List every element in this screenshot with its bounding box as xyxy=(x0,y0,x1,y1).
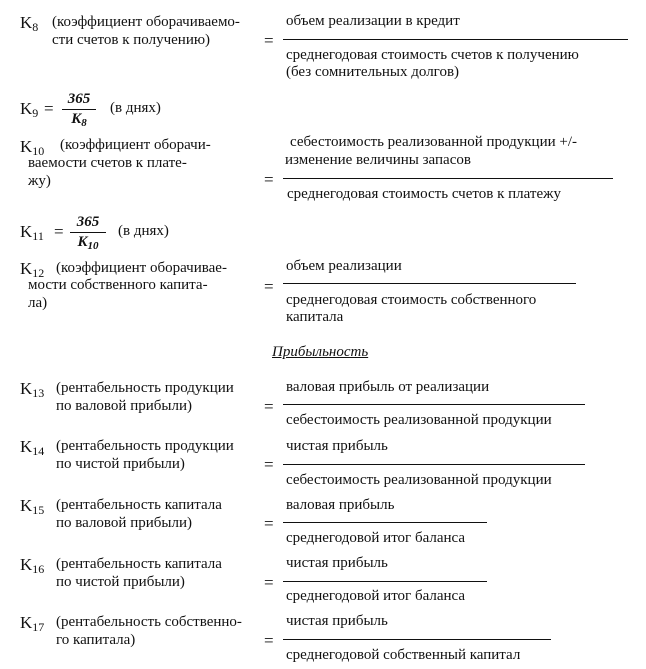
k11-denominator: $K_{10}$ xyxy=(77,234,99,252)
k9-symbol: $K_9$ xyxy=(20,99,39,120)
k12-numerator: объем реализации xyxy=(286,258,402,274)
k14-denominator: себестоимость реализованной продукции xyxy=(286,472,552,488)
k11-fraction xyxy=(70,214,106,255)
k11-numerator: 365 xyxy=(76,214,100,230)
k17-denominator: среднегодовой собственный капитал xyxy=(286,647,521,663)
k12-desc-line-3: ла) xyxy=(28,295,48,311)
k14-symbol: $K_{14}$ xyxy=(20,437,45,458)
k14-fraction-bar xyxy=(283,464,585,465)
k8-numerator: объем реализации в кредит xyxy=(286,13,460,29)
k11-note: (в днях) xyxy=(118,223,169,239)
k16-denominator: среднегодовой итог баланса xyxy=(286,588,466,604)
k10-numerator-line-2: изменение величины запасов xyxy=(285,152,471,168)
k11-fraction-bar xyxy=(70,232,106,233)
k10-desc-line-3: жу) xyxy=(28,173,51,189)
k9-denominator: $K_8$ xyxy=(71,111,87,129)
k17-desc-line-1: (рентабельность собственно- xyxy=(56,614,242,630)
k16-desc-line-2: по чистой прибыли) xyxy=(56,574,185,590)
k17-desc-line-2: го капитала) xyxy=(56,632,136,648)
k8-denominator-line-2: (без сомнительных долгов) xyxy=(286,64,460,80)
k17-numerator: чистая прибыль xyxy=(286,613,388,629)
k15-desc-line-1: (рентабельность капитала xyxy=(56,497,222,513)
k8-desc-line-2: сти счетов к получению) xyxy=(52,32,211,48)
k9-fraction-bar xyxy=(62,109,96,110)
section-title-profitability: Прибыльность xyxy=(272,344,369,360)
k16-numerator: чистая прибыль xyxy=(286,555,388,571)
k13-numerator: валовая прибыль от реализации xyxy=(286,379,490,395)
k11-equals: = xyxy=(54,222,64,241)
k10-symbol: $K_{10}$ xyxy=(20,137,45,158)
k14-equals: = xyxy=(264,455,274,474)
k12-fraction-bar xyxy=(283,283,576,284)
k10-denominator: среднегодовая стоимость счетов к платежу xyxy=(287,186,561,202)
k9-fraction xyxy=(62,91,96,132)
k17-fraction-bar xyxy=(283,639,551,640)
k15-denominator: среднегодовой итог баланса xyxy=(286,530,466,546)
k15-fraction-bar xyxy=(283,522,487,523)
k14-desc-line-1: (рентабельность продукции xyxy=(56,438,234,454)
k16-symbol: $K_{16}$ xyxy=(20,555,45,576)
k17-symbol: $K_{17}$ xyxy=(20,613,45,634)
k13-equals: = xyxy=(264,397,274,416)
k17-equals: = xyxy=(264,631,274,650)
k12-denominator-line-2: капитала xyxy=(286,309,344,325)
k9-numerator: 365 xyxy=(67,91,91,107)
k10-desc-line-2: ваемости счетов к плате- xyxy=(28,155,187,171)
k15-symbol: $K_{15}$ xyxy=(20,496,45,517)
k12-symbol: $K_{12}$ xyxy=(20,259,45,280)
k13-denominator: себестоимость реализованной продукции xyxy=(286,412,552,428)
k14-numerator: чистая прибыль xyxy=(286,438,388,454)
k13-symbol: $K_{13}$ xyxy=(20,379,45,400)
k12-denominator-line-1: среднегодовая стоимость собственного xyxy=(286,292,537,308)
k13-desc-line-2: по валовой прибыли) xyxy=(56,398,192,414)
k10-desc-line-1: (коэффициент оборачи- xyxy=(60,137,211,153)
k8-equals: = xyxy=(264,31,274,50)
k10-fraction-bar xyxy=(283,178,613,179)
k16-fraction-bar xyxy=(283,581,487,582)
k14-desc-line-2: по чистой прибыли) xyxy=(56,456,185,472)
k8-symbol: $K_8$ xyxy=(20,13,39,34)
k13-desc-line-1: (рентабельность продукции xyxy=(56,380,234,396)
k8-fraction-bar xyxy=(283,39,628,40)
k16-desc-line-1: (рентабельность капитала xyxy=(56,556,222,572)
k8-desc-line-1: (коэффициент оборачиваемо- xyxy=(52,14,240,30)
k15-desc-line-2: по валовой прибыли) xyxy=(56,515,192,531)
k12-desc-line-1: (коэффициент оборачивае- xyxy=(56,260,227,276)
k8-denominator-line-1: среднегодовая стоимость счетов к получению xyxy=(286,47,579,63)
k12-desc-line-2: мости собственного капита- xyxy=(28,277,208,293)
k15-equals: = xyxy=(264,514,274,533)
k11-symbol: $K_{11}$ xyxy=(20,222,44,243)
k16-equals: = xyxy=(264,573,274,592)
k12-equals: = xyxy=(264,277,274,296)
k10-numerator-line-1: себестоимость реализованной продукции +/- xyxy=(290,134,577,150)
k15-numerator: валовая прибыль xyxy=(286,497,395,513)
k10-equals: = xyxy=(264,170,274,189)
k13-fraction-bar xyxy=(283,404,585,405)
k9-equals: = xyxy=(44,99,54,118)
k9-note: (в днях) xyxy=(110,100,161,116)
